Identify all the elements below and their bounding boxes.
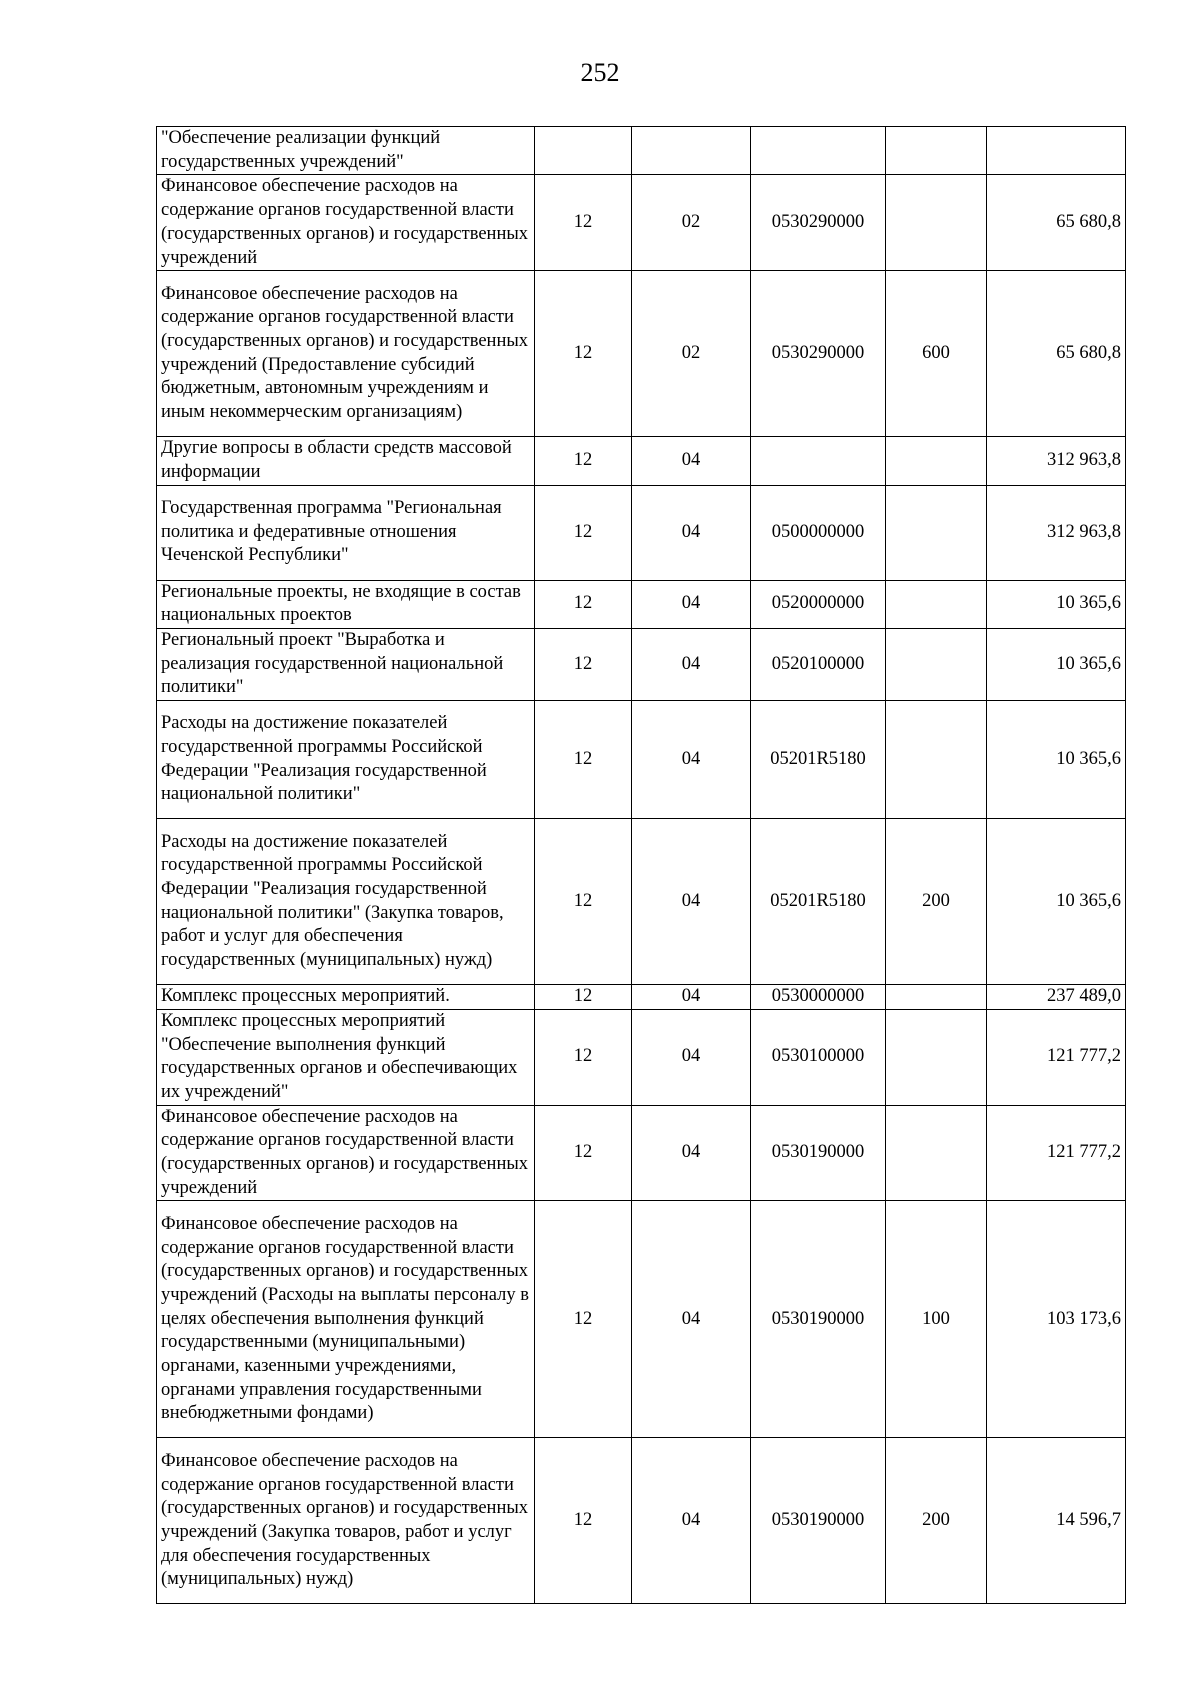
subsection-code-cell: 04 <box>632 701 751 819</box>
subsection-code-cell: 04 <box>632 1438 751 1604</box>
amount-cell: 65 680,8 <box>987 175 1126 271</box>
expense-type-cell: 100 <box>886 1201 987 1438</box>
expense-type-cell <box>886 1105 987 1201</box>
target-article-cell: 0520100000 <box>751 629 886 701</box>
subsection-code-cell: 04 <box>632 985 751 1010</box>
table-row <box>157 271 1126 437</box>
subsection-code-cell: 02 <box>632 175 751 271</box>
expense-type-cell <box>886 127 987 175</box>
expense-type-cell <box>886 175 987 271</box>
amount-cell <box>987 127 1126 175</box>
table-row <box>157 175 1126 271</box>
expense-name-cell: Комплекс процессных мероприятий. <box>157 985 535 1010</box>
section-code-cell: 12 <box>535 985 632 1010</box>
expense-type-cell <box>886 580 987 628</box>
amount-cell: 10 365,6 <box>987 701 1126 819</box>
subsection-code-cell: 04 <box>632 1009 751 1105</box>
expense-type-cell <box>886 629 987 701</box>
subsection-code-cell: 04 <box>632 485 751 580</box>
target-article-cell: 0530000000 <box>751 985 886 1010</box>
target-article-cell <box>751 437 886 485</box>
expense-type-cell <box>886 985 987 1010</box>
subsection-code-cell: 04 <box>632 437 751 485</box>
subsection-code-cell: 04 <box>632 819 751 985</box>
expense-type-cell: 200 <box>886 1438 987 1604</box>
target-article-cell: 0530190000 <box>751 1438 886 1604</box>
target-article-cell: 0530290000 <box>751 175 886 271</box>
expense-type-cell <box>886 485 987 580</box>
expense-name-cell: Расходы на достижение показателей государственной программы Российской Федерации "Реализация государственной национальной политики" <box>157 701 535 819</box>
amount-cell: 312 963,8 <box>987 485 1126 580</box>
expense-type-cell: 200 <box>886 819 987 985</box>
page-number: 252 <box>580 58 620 87</box>
target-article-cell: 0520000000 <box>751 580 886 628</box>
expense-name-cell: Другие вопросы в области средств массовой информации <box>157 437 535 485</box>
amount-cell: 312 963,8 <box>987 437 1126 485</box>
table-row <box>157 1105 1126 1201</box>
subsection-code-cell <box>632 127 751 175</box>
target-article-cell: 0500000000 <box>751 485 886 580</box>
section-code-cell: 12 <box>535 580 632 628</box>
expense-type-cell <box>886 701 987 819</box>
section-code-cell: 12 <box>535 819 632 985</box>
expense-name-cell: Государственная программа "Региональная политика и федеративные отношения Чеченской Республики" <box>157 485 535 580</box>
expense-name-cell: Финансовое обеспечение расходов на содержание органов государственной власти (государственных органов) и государственных учреждений (Закупка товаров, работ и услуг для обеспечения государственных (муниципальных) нужд) <box>157 1438 535 1604</box>
subsection-code-cell: 04 <box>632 1105 751 1201</box>
table-row <box>157 985 1126 1010</box>
section-code-cell: 12 <box>535 175 632 271</box>
budget-table-body <box>157 127 1126 1604</box>
section-code-cell: 12 <box>535 701 632 819</box>
amount-cell: 121 777,2 <box>987 1009 1126 1105</box>
amount-cell: 103 173,6 <box>987 1201 1126 1438</box>
target-article-cell: 05201R5180 <box>751 701 886 819</box>
budget-table <box>156 126 1126 1604</box>
expense-name-cell: Региональные проекты, не входящие в состав национальных проектов <box>157 580 535 628</box>
expense-type-cell <box>886 437 987 485</box>
table-row <box>157 1201 1126 1438</box>
subsection-code-cell: 04 <box>632 1201 751 1438</box>
amount-cell: 237 489,0 <box>987 985 1126 1010</box>
amount-cell: 10 365,6 <box>987 629 1126 701</box>
section-code-cell: 12 <box>535 485 632 580</box>
table-row <box>157 437 1126 485</box>
section-code-cell: 12 <box>535 1105 632 1201</box>
subsection-code-cell: 04 <box>632 580 751 628</box>
table-row <box>157 1438 1126 1604</box>
target-article-cell: 05201R5180 <box>751 819 886 985</box>
table-row <box>157 580 1126 628</box>
subsection-code-cell: 02 <box>632 271 751 437</box>
section-code-cell: 12 <box>535 1201 632 1438</box>
table-row <box>157 1009 1126 1105</box>
subsection-code-cell: 04 <box>632 629 751 701</box>
table-row <box>157 701 1126 819</box>
target-article-cell <box>751 127 886 175</box>
expense-name-cell: Расходы на достижение показателей государственной программы Российской Федерации "Реализация государственной национальной политики" (Закупка товаров, работ и услуг для обеспечения государственных (муниципальных) нужд) <box>157 819 535 985</box>
section-code-cell: 12 <box>535 271 632 437</box>
amount-cell: 10 365,6 <box>987 580 1126 628</box>
section-code-cell <box>535 127 632 175</box>
expense-name-cell: Финансовое обеспечение расходов на содержание органов государственной власти (государственных органов) и государственных учреждений <box>157 175 535 271</box>
amount-cell: 65 680,8 <box>987 271 1126 437</box>
target-article-cell: 0530190000 <box>751 1201 886 1438</box>
expense-name-cell: Финансовое обеспечение расходов на содержание органов государственной власти (государственных органов) и государственных учреждений <box>157 1105 535 1201</box>
expense-type-cell <box>886 1009 987 1105</box>
section-code-cell: 12 <box>535 1009 632 1105</box>
expense-name-cell: "Обеспечение реализации функций государственных учреждений" <box>157 127 535 175</box>
section-code-cell: 12 <box>535 437 632 485</box>
expense-type-cell: 600 <box>886 271 987 437</box>
expense-name-cell: Финансовое обеспечение расходов на содержание органов государственной власти (государственных органов) и государственных учреждений (Предоставление субсидий бюджетным, автономным учреждениям и иным некоммерческим организациям) <box>157 271 535 437</box>
amount-cell: 121 777,2 <box>987 1105 1126 1201</box>
table-row <box>157 819 1126 985</box>
target-article-cell: 0530290000 <box>751 271 886 437</box>
expense-name-cell: Финансовое обеспечение расходов на содержание органов государственной власти (государственных органов) и государственных учреждений (Расходы на выплаты персоналу в целях обеспечения выполнения функций государственными (муниципальными) органами, казенными учреждениями, органами управления государственными внебюджетными фондами) <box>157 1201 535 1438</box>
section-code-cell: 12 <box>535 1438 632 1604</box>
amount-cell: 14 596,7 <box>987 1438 1126 1604</box>
table-row <box>157 127 1126 175</box>
target-article-cell: 0530100000 <box>751 1009 886 1105</box>
section-code-cell: 12 <box>535 629 632 701</box>
amount-cell: 10 365,6 <box>987 819 1126 985</box>
expense-name-cell: Региональный проект "Выработка и реализация государственной национальной политики" <box>157 629 535 701</box>
expense-name-cell: Комплекс процессных мероприятий "Обеспечение выполнения функций государственных органов и обеспечивающих их учреждений" <box>157 1009 535 1105</box>
table-row <box>157 629 1126 701</box>
table-row <box>157 485 1126 580</box>
target-article-cell: 0530190000 <box>751 1105 886 1201</box>
